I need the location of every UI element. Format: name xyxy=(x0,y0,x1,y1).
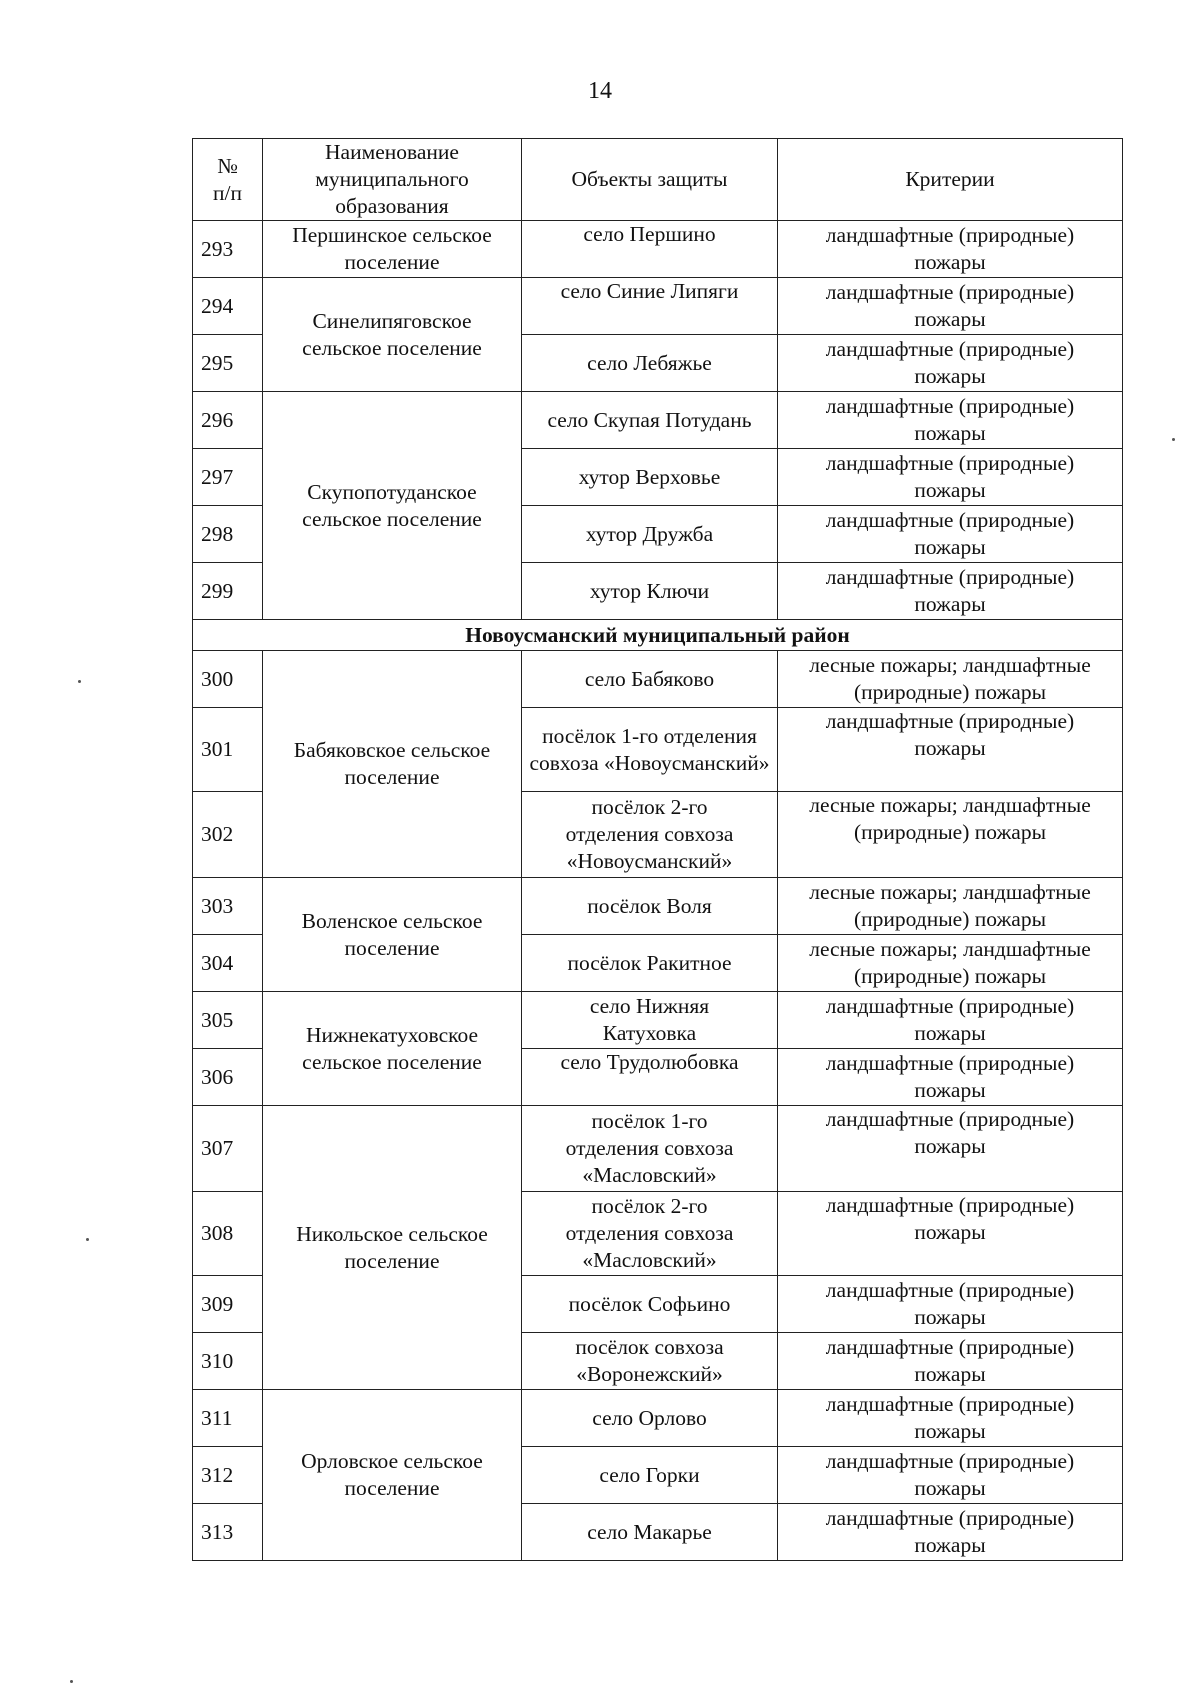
row-criteria: ландшафтные (природные) пожары xyxy=(778,1106,1123,1192)
table-header-row xyxy=(193,139,1123,221)
row-number: 311 xyxy=(193,1390,263,1447)
scan-speck xyxy=(70,1680,73,1683)
table-row xyxy=(193,1390,1123,1447)
header-num: № п/п xyxy=(193,139,263,221)
table-row xyxy=(193,878,1123,935)
row-number: 305 xyxy=(193,992,263,1049)
row-criteria: ландшафтные (природные) пожары xyxy=(778,563,1123,620)
row-criteria: ландшафтные (природные) пожары xyxy=(778,992,1123,1049)
table-row xyxy=(193,1106,1123,1192)
row-object: посёлок Воля xyxy=(522,878,778,935)
table-row xyxy=(193,392,1123,449)
row-criteria: ландшафтные (природные) пожары xyxy=(778,278,1123,335)
row-number: 296 xyxy=(193,392,263,449)
row-number: 313 xyxy=(193,1504,263,1561)
row-number: 298 xyxy=(193,506,263,563)
region-header-row xyxy=(193,620,1123,651)
row-object: посёлок 2-го отделения совхоза «Новоусманский» xyxy=(522,792,778,878)
table-row xyxy=(193,221,1123,278)
row-object: хутор Дружба xyxy=(522,506,778,563)
row-object: хутор Верховье xyxy=(522,449,778,506)
row-number: 294 xyxy=(193,278,263,335)
row-object: село Скупая Потудань xyxy=(522,392,778,449)
row-criteria: ландшафтные (природные) пожары xyxy=(778,1049,1123,1106)
row-number: 293 xyxy=(193,221,263,278)
row-number: 300 xyxy=(193,651,263,708)
scan-speck xyxy=(1172,438,1175,441)
row-number: 297 xyxy=(193,449,263,506)
row-number: 309 xyxy=(193,1276,263,1333)
scan-speck xyxy=(86,1238,89,1241)
row-object: село Нижняя Катуховка xyxy=(522,992,778,1049)
row-object: посёлок 1-го отделения совхоза «Масловский» xyxy=(522,1106,778,1192)
row-criteria: ландшафтные (природные) пожары xyxy=(778,392,1123,449)
row-object: хутор Ключи xyxy=(522,563,778,620)
row-object: село Першино xyxy=(522,221,778,278)
row-number: 295 xyxy=(193,335,263,392)
row-criteria: ландшафтные (природные) пожары xyxy=(778,1276,1123,1333)
row-criteria: ландшафтные (природные) пожары xyxy=(778,1390,1123,1447)
scan-speck xyxy=(78,680,81,683)
row-object: село Горки xyxy=(522,1447,778,1504)
row-number: 307 xyxy=(193,1106,263,1192)
protection-objects-table xyxy=(192,138,1123,1561)
row-criteria: ландшафтные (природные) пожары xyxy=(778,1192,1123,1276)
row-municipality: Бабяковское сельское поселение xyxy=(263,651,522,878)
row-criteria: ландшафтные (природные) пожары xyxy=(778,449,1123,506)
row-criteria: лесные пожары; ландшафтные (природные) пожары xyxy=(778,878,1123,935)
row-criteria: ландшафтные (природные) пожары xyxy=(778,221,1123,278)
row-number: 299 xyxy=(193,563,263,620)
row-object: посёлок Ракитное xyxy=(522,935,778,992)
row-criteria: ландшафтные (природные) пожары xyxy=(778,1447,1123,1504)
row-municipality: Синелипяговское сельское поселение xyxy=(263,278,522,392)
row-object: село Лебяжье xyxy=(522,335,778,392)
row-criteria: ландшафтные (природные) пожары xyxy=(778,335,1123,392)
row-criteria: лесные пожары; ландшафтные (природные) пожары xyxy=(778,651,1123,708)
row-number: 302 xyxy=(193,792,263,878)
row-municipality: Орловское сельское поселение xyxy=(263,1390,522,1561)
row-number: 306 xyxy=(193,1049,263,1106)
row-municipality: Никольское сельское поселение xyxy=(263,1106,522,1390)
row-object: посёлок 2-го отделения совхоза «Масловский» xyxy=(522,1192,778,1276)
row-object: село Бабяково xyxy=(522,651,778,708)
row-criteria: ландшафтные (природные) пожары xyxy=(778,506,1123,563)
row-object: село Трудолюбовка xyxy=(522,1049,778,1106)
region-header: Новоусманский муниципальный район xyxy=(193,620,1123,651)
row-criteria: ландшафтные (природные) пожары xyxy=(778,708,1123,792)
row-number: 312 xyxy=(193,1447,263,1504)
table-row xyxy=(193,278,1123,335)
row-object: село Макарье xyxy=(522,1504,778,1561)
row-object: посёлок Софьино xyxy=(522,1276,778,1333)
row-criteria: ландшафтные (природные) пожары xyxy=(778,1504,1123,1561)
row-number: 301 xyxy=(193,708,263,792)
row-object: село Орлово xyxy=(522,1390,778,1447)
header-objects: Объекты защиты xyxy=(522,139,778,221)
row-object: посёлок совхоза «Воронежский» xyxy=(522,1333,778,1390)
row-number: 308 xyxy=(193,1192,263,1276)
row-number: 304 xyxy=(193,935,263,992)
row-object: посёлок 1-го отделения совхоза «Новоусманский» xyxy=(522,708,778,792)
row-municipality: Першинское сельское поселение xyxy=(263,221,522,278)
row-municipality: Воленское сельское поселение xyxy=(263,878,522,992)
header-municipality: Наименование муниципального образования xyxy=(263,139,522,221)
table-row xyxy=(193,992,1123,1049)
row-criteria: ландшафтные (природные) пожары xyxy=(778,1333,1123,1390)
row-number: 310 xyxy=(193,1333,263,1390)
row-object: село Синие Липяги xyxy=(522,278,778,335)
header-criteria: Критерии xyxy=(778,139,1123,221)
row-number: 303 xyxy=(193,878,263,935)
row-municipality: Скупопотуданское сельское поселение xyxy=(263,392,522,620)
row-criteria: лесные пожары; ландшафтные (природные) пожары xyxy=(778,792,1123,878)
row-municipality: Нижнекатуховское сельское поселение xyxy=(263,992,522,1106)
page-number: 14 xyxy=(588,78,612,104)
table-row xyxy=(193,651,1123,708)
row-criteria: лесные пожары; ландшафтные (природные) пожары xyxy=(778,935,1123,992)
